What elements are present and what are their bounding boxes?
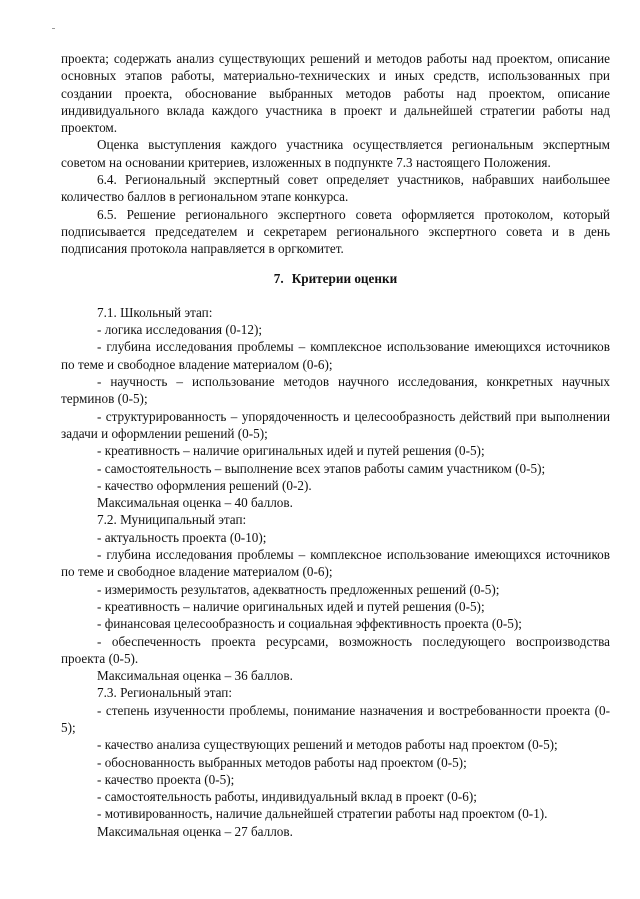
paragraph-6-5: 6.5. Решение регионального экспертного совета оформляется протоколом, который подписывается председателем и секретарем регионального экспертного совета и в день подписания протокола направляется в оргкомитет. bbox=[61, 206, 610, 257]
paragraph-evaluation: Оценка выступления каждого участника осуществляется региональным экспертным советом на основании критериев, изложенных в подпункте 7.3 настоящего Положения. bbox=[61, 137, 610, 170]
regional-stage-title: 7.3. Региональный этап: bbox=[97, 685, 233, 701]
municipal-item: - измеримость результатов, адекватность предложенных решений (0-5); bbox=[97, 581, 500, 597]
municipal-stage-title: 7.2. Муниципальный этап: bbox=[97, 512, 247, 528]
school-item: - научность – использование методов научного исследования, конкретных научных терминов (0-5); bbox=[61, 374, 610, 407]
school-item: - структурированность – упорядоченность и целесообразность действий при выполнении задачи и оформлении решений (0-5); bbox=[61, 408, 610, 441]
school-item: - качество оформления решений (0-2). bbox=[97, 477, 312, 493]
document-page bbox=[61, 50, 610, 840]
regional-item: - качество анализа существующих решений и методов работы над проектом (0-5); bbox=[97, 737, 558, 753]
municipal-item: - креативность – наличие оригинальных идей и путей решения (0-5); bbox=[97, 598, 485, 614]
paragraph-project-requirements: проекта; содержать анализ существующих решений и методов работы над проектом, описание основных этапов работы, материально-технических и иных средств, использованных при создании проекта, обоснование выбранных методов работы над проектом, описание индивидуального вклада каждого участника в проект и дальнейшей стратегии работы над проектом. bbox=[61, 51, 610, 136]
school-item: - креативность – наличие оригинальных идей и путей решения (0-5); bbox=[97, 443, 485, 459]
section-number: 7. bbox=[273, 270, 284, 286]
regional-item: - мотивированность, наличие дальнейшей стратегии работы над проектом (0-1). bbox=[97, 806, 548, 822]
section-title: Критерии оценки bbox=[291, 270, 398, 286]
school-item: - логика исследования (0-12); bbox=[97, 322, 263, 338]
municipal-item: - актуальность проекта (0-10); bbox=[97, 529, 267, 545]
municipal-max-score: Максимальная оценка – 36 баллов. bbox=[97, 668, 293, 684]
municipal-item: - глубина исследования проблемы – комплексное использование имеющихся источников по теме и свободное владение материалом (0-6); bbox=[61, 547, 610, 580]
school-item: - глубина исследования проблемы – комплексное использование имеющихся источников по теме и свободное владение материалом (0-6); bbox=[61, 339, 610, 372]
section-heading bbox=[61, 270, 610, 287]
paragraph-6-4: 6.4. Региональный экспертный совет определяет участников, набравших наибольшее количество баллов в региональном этапе конкурса. bbox=[61, 172, 610, 205]
regional-item: - обоснованность выбранных методов работы над проектом (0-5); bbox=[97, 754, 467, 770]
regional-item: - степень изученности проблемы, понимание назначения и востребованности проекта (0-5); bbox=[61, 702, 610, 735]
regional-max-score: Максимальная оценка – 27 баллов. bbox=[97, 823, 293, 839]
regional-item: - качество проекта (0-5); bbox=[97, 771, 235, 787]
school-max-score: Максимальная оценка – 40 баллов. bbox=[97, 495, 293, 511]
regional-item: - самостоятельность работы, индивидуальный вклад в проект (0-6); bbox=[97, 789, 477, 805]
school-stage-title: 7.1. Школьный этап: bbox=[97, 304, 213, 320]
municipal-item: - обеспеченность проекта ресурсами, возможность последующего воспроизводства проекта (0-5). bbox=[61, 633, 610, 666]
school-item: - самостоятельность – выполнение всех этапов работы самим участником (0-5); bbox=[97, 460, 546, 476]
municipal-item: - финансовая целесообразность и социальная эффективность проекта (0-5); bbox=[97, 616, 522, 632]
scan-mark bbox=[52, 28, 55, 29]
